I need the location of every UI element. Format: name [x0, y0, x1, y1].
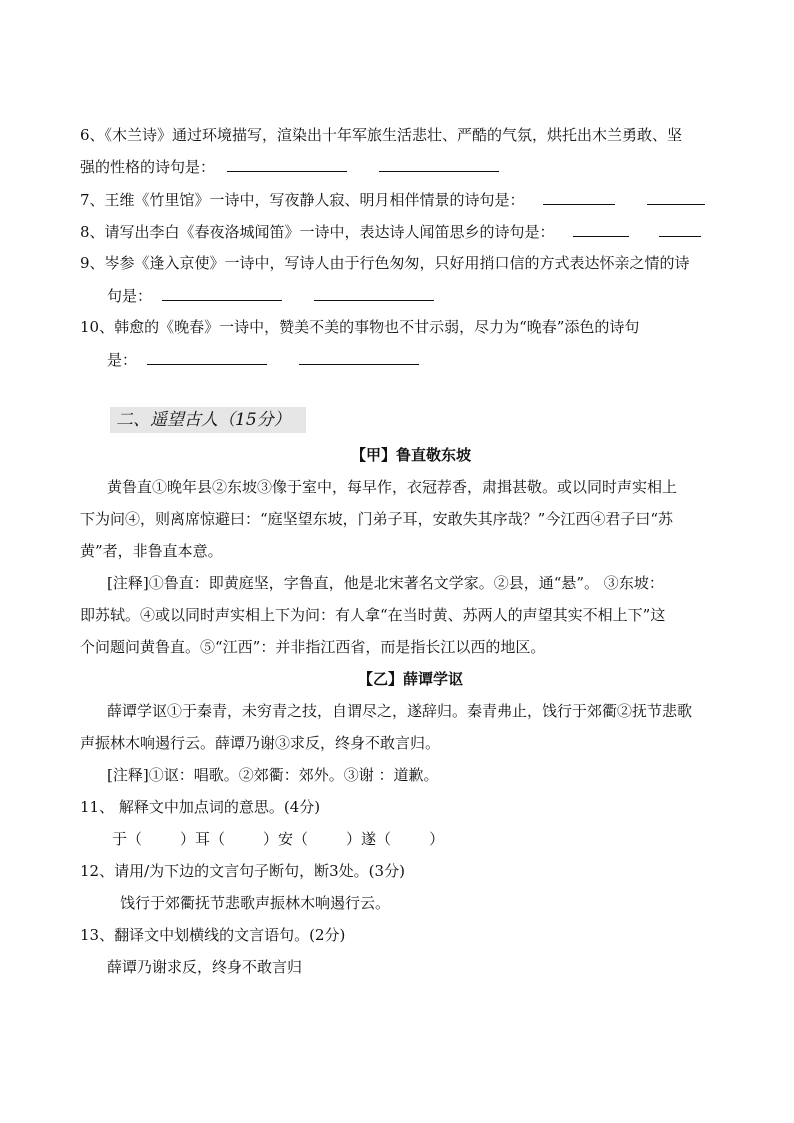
passage-jia-line2: 下为问④，则离席惊避曰：“庭坚望东坡，门弟子耳，安敢失其序哉？”今江西④君子曰“苏 [80, 510, 674, 528]
q12-sentence: 饯行于郊衢抚节悲歌声振林木响遏行云。 [120, 894, 391, 912]
q6-answer-blank-1[interactable] [227, 157, 347, 172]
q6-line2: 强的性格的诗句是： [80, 158, 216, 176]
passage-jia-note2: 即苏轼。④或以同时声实相上下为问：有人拿“在当时黄、苏两人的声望其实不相上下”这 [80, 606, 666, 624]
q6-answer-blank-2[interactable] [379, 157, 499, 172]
q13-sentence: 薛谭乃谢求反，终身不敢言归 [107, 958, 303, 976]
passage-jia-note3: 个问题问黄鲁直。⑤“江西”：并非指江西省，而是指长江以西的地区。 [80, 638, 546, 656]
q10-answer-blank-2[interactable] [299, 350, 419, 365]
q10-line2-row [107, 350, 419, 370]
q9-answer-blank-1[interactable] [162, 286, 282, 301]
passage-jia-title: 【甲】鲁直敬东坡 [351, 446, 472, 464]
q7-row [80, 190, 705, 210]
q11-item-yu: 于（ [112, 830, 143, 848]
q11-items-row [112, 829, 444, 849]
q9-answer-blank-2[interactable] [314, 286, 434, 301]
passage-jia-line1: 黄鲁直①晚年县②东坡③像于室中，每早作，衣冠荐香，肃揖甚敬。或以同时声实相上 [107, 478, 678, 496]
q9-line2: 句是： [107, 287, 153, 305]
q6-line1: 6、《木兰诗》通过环境描写，渲染出十年军旅生活悲壮、严酷的气氛，烘托出木兰勇敢、坚 [80, 126, 683, 144]
passage-yi-title: 【乙】薛谭学讴 [358, 670, 464, 688]
q8-row [80, 222, 701, 242]
q11-prompt: 11、 解释文中加点词的意思。(4分) [80, 798, 321, 816]
q9-line1: 9、岑参《逢入京使》一诗中，写诗人由于行色匆匆，只好用捎口信的方式表达怀亲之情的诗 [80, 254, 690, 272]
q10-answer-blank-1[interactable] [147, 350, 267, 365]
q11-item-er: ）耳（ [180, 830, 226, 848]
q11-item-sui: ）遂（ [346, 830, 392, 848]
passage-jia-note1: [注释]①鲁直：即黄庭坚，字鲁直，他是北宋著名文学家。②县，通“悬”。 ③东坡： [107, 574, 664, 592]
q10-line2: 是： [107, 351, 138, 369]
q8-answer-blank-1[interactable] [573, 222, 629, 237]
q13-prompt: 13、翻译文中划横线的文言语句。(2分) [80, 926, 346, 944]
q8-answer-blank-2[interactable] [659, 222, 701, 237]
q7-answer-blank-2[interactable] [647, 190, 705, 205]
section2-title: 二、遥望古人（15分） [110, 407, 306, 433]
q7-answer-blank-1[interactable] [543, 190, 615, 205]
q6-line2-row [80, 157, 499, 177]
passage-yi-note: [注释]①讴：唱歌。②郊衢：郊外。③谢 ：道歉。 [107, 766, 439, 784]
q11-item-an: ）安（ [263, 830, 309, 848]
q8-text: 8、请写出李白《春夜洛城闻笛》一诗中，表达诗人闻笛思乡的诗句是： [80, 223, 555, 241]
passage-yi-line2: 声振林木响遏行云。薛谭乃谢③求反，终身不敢言归。 [80, 734, 441, 752]
q11-item-close: ） [429, 830, 445, 848]
q10-line1: 10、韩愈的《晚春》一诗中，赞美不美的事物也不甘示弱，尽力为“晚春”添色的诗句 [80, 318, 640, 336]
q7-text: 7、王维《竹里馆》一诗中，写夜静人寂、明月相伴情景的诗句是： [80, 191, 525, 209]
q12-prompt: 12、请用/为下边的文言句子断句，断3处。(3分) [80, 862, 405, 880]
passage-jia-line3: 黄”者，非鲁直本意。 [80, 542, 223, 560]
passage-yi-line1: 薛谭学讴①于秦青，未穷青之技，自谓尽之，遂辞归。秦青弗止，饯行于郊衢②抚节悲歌 [107, 702, 693, 720]
q9-line2-row [107, 286, 434, 306]
